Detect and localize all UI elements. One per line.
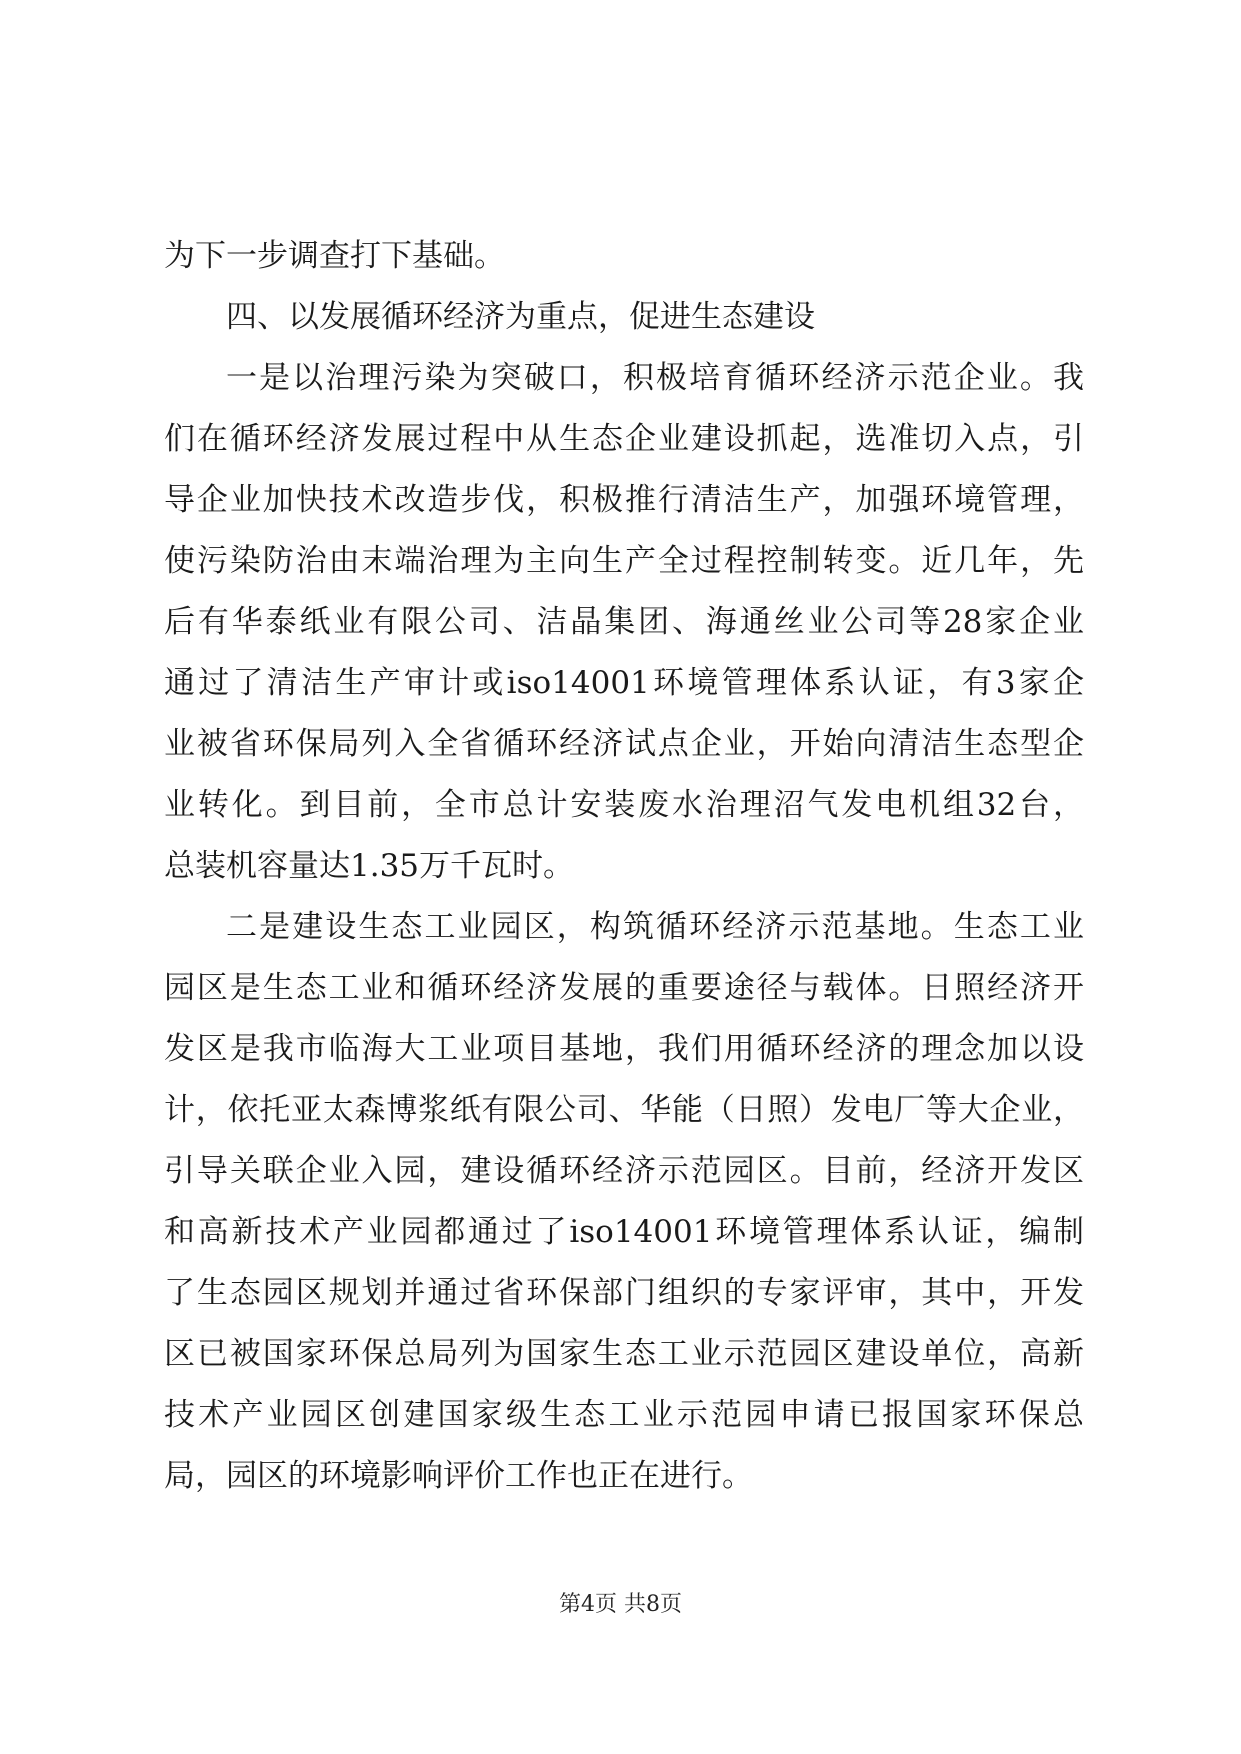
text-line: 和高新技术产业园都通过了iso14001环境管理体系认证，编制 xyxy=(164,1214,1084,1250)
text-line: 通过了清洁生产审计或iso14001环境管理体系认证，有3家企 xyxy=(164,665,1084,701)
text-line: 为下一步调查打下基础。 xyxy=(164,238,505,274)
text-line: 业转化。到目前，全市总计安装废水治理沼气发电机组32台， xyxy=(164,787,1084,823)
text-line: 导企业加快技术改造步伐，积极推行清洁生产，加强环境管理， xyxy=(164,482,1084,518)
text-line: 计，依托亚太森博浆纸有限公司、华能（日照）发电厂等大企业， xyxy=(164,1092,1084,1128)
document-body xyxy=(164,226,1084,1507)
text-line: 区已被国家环保总局列为国家生态工业示范园区建设单位，高新 xyxy=(164,1336,1084,1372)
text-line: 技术产业园区创建国家级生态工业示范园申请已报国家环保总 xyxy=(164,1397,1084,1433)
text-line: 了生态园区规划并通过省环保部门组织的专家评审，其中，开发 xyxy=(164,1275,1084,1311)
text-line: 使污染防治由末端治理为主向生产全过程控制转变。近几年，先 xyxy=(164,543,1084,579)
text-line: 们在循环经济发展过程中从生态企业建设抓起，选准切入点，引 xyxy=(164,421,1084,457)
paragraph-continuation xyxy=(164,226,1084,287)
text-line: 局，园区的环境影响评价工作也正在进行。 xyxy=(164,1458,753,1494)
paragraph-one xyxy=(164,348,1084,897)
text-line: 总装机容量达1.35万千瓦时。 xyxy=(164,848,575,884)
heading-line: 四、以发展循环经济为重点，促进生态建设 xyxy=(226,299,815,335)
section-heading xyxy=(164,287,1084,348)
text-line: 后有华泰纸业有限公司、洁晶集团、海通丝业公司等28家企业 xyxy=(164,604,1084,640)
text-line: 引导关联企业入园，建设循环经济示范园区。目前，经济开发区 xyxy=(164,1153,1084,1189)
text-line: 业被省环保局列入全省循环经济试点企业，开始向清洁生态型企 xyxy=(164,726,1084,762)
page-number-footer: 第4页 共8页 xyxy=(559,1592,682,1617)
text-line: 二是建设生态工业园区，构筑循环经济示范基地。生态工业 xyxy=(226,909,1084,945)
text-line: 一是以治理污染为突破口，积极培育循环经济示范企业。我 xyxy=(226,360,1084,396)
text-line: 园区是生态工业和循环经济发展的重要途径与载体。日照经济开 xyxy=(164,970,1084,1006)
paragraph-two xyxy=(164,897,1084,1507)
text-line: 发区是我市临海大工业项目基地，我们用循环经济的理念加以设 xyxy=(164,1031,1084,1067)
